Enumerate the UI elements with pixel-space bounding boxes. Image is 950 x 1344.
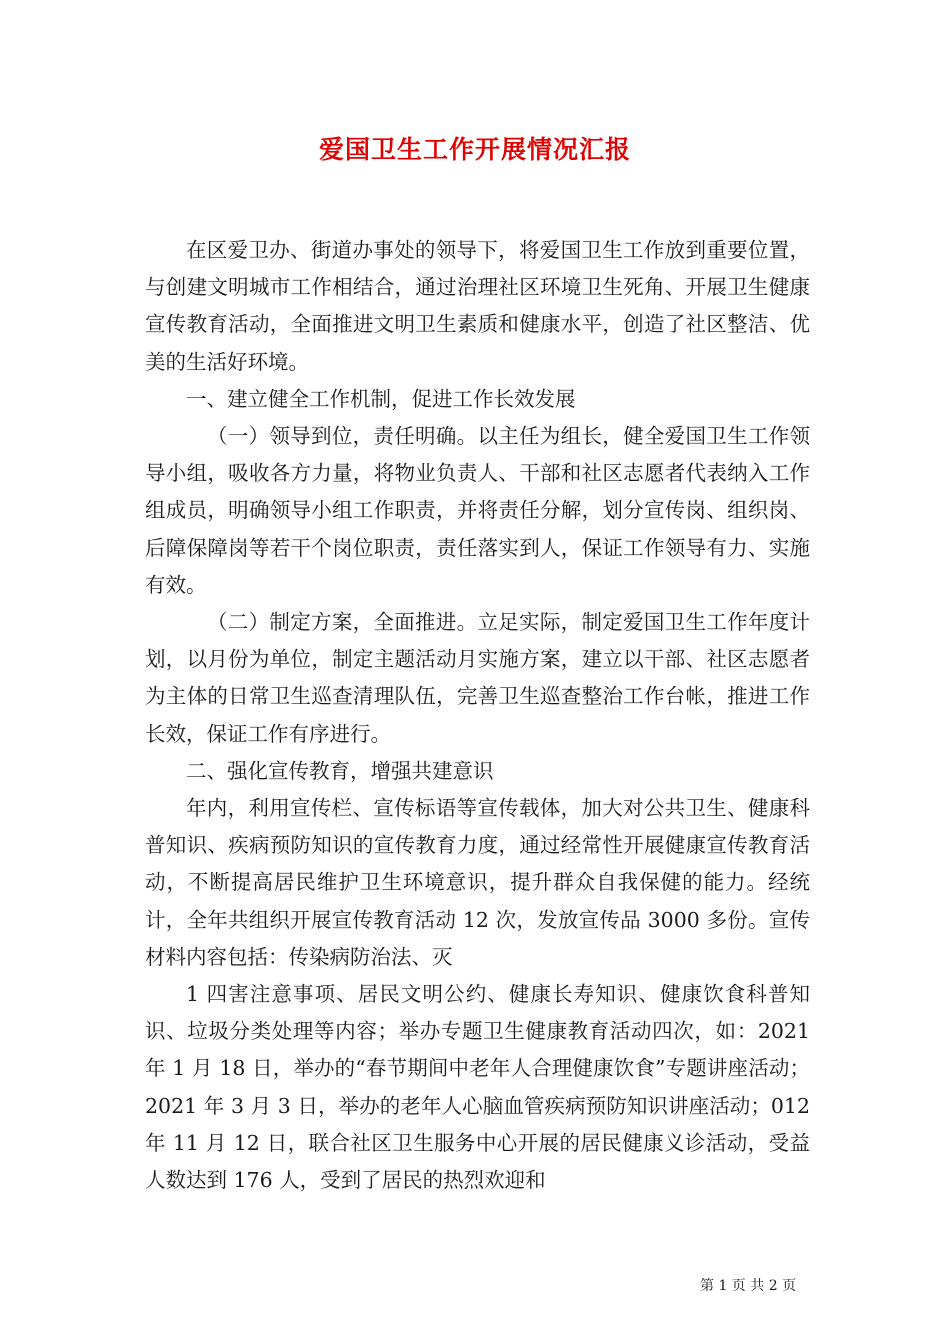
paragraph-2-2: 1 四害注意事项、居民文明公约、健康长寿知识、健康饮食科普知识、垃圾分类处理等内容；举办专题卫生健康教育活动四次，如：2021 年 1 月 18 日，举办的“春节期间中老年人合理健康饮食”专题讲座活动；2021 年 3 月 3 日，举办的老年人心脑血管疾病预防知识讲座活动；012 年 11 月 12 日，联合社区卫生服务中心开展的居民健康义诊活动，受益人数达到 176 人，受到了居民的热烈欢迎和 [145, 982, 810, 1193]
paragraph-2-1: 年内，利用宣传栏、宣传标语等宣传载体，加大对公共卫生、健康科普知识、疾病预防知识的宣传教育力度，通过经常性开展健康宣传教育活动，不断提高居民维护卫生环境意识，提升群众自我保健的能力。经统计，全年共组织开展宣传教育活动 12 次，发放宣传品 3000 多份。宣传材料内容包括：传染病防治法、灭 [145, 796, 810, 969]
document-body [145, 232, 810, 1199]
page-number: 第 1 页 共 2 页 [700, 1278, 797, 1294]
section-heading-2: 二、强化宣传教育，增强共建意识 [186, 758, 494, 783]
paragraph-1-2: （二）制定方案，全面推进。立足实际，制定爱国卫生工作年度计划，以月份为单位，制定主题活动月实施方案，建立以干部、社区志愿者为主体的日常卫生巡查清理队伍，完善卫生巡查整治工作台帐，推进工作长效，保证工作有序进行。 [145, 610, 810, 746]
paragraph-intro: 在区爱卫办、街道办事处的领导下，将爱国卫生工作放到重要位置，与创建文明城市工作相结合，通过治理社区环境卫生死角、开展卫生健康宣传教育活动，全面推进文明卫生素质和健康水平，创造了社区整洁、优美的生活好环境。 [145, 238, 810, 374]
paragraph-1-1: （一）领导到位，责任明确。以主任为组长，健全爱国卫生工作领导小组，吸收各方力量，将物业负责人、干部和社区志愿者代表纳入工作组成员，明确领导小组工作职责，并将责任分解，划分宣传岗、组织岗、后障保障岗等若干个岗位职责，责任落实到人，保证工作领导有力、实施有效。 [145, 424, 810, 597]
document-title: 爱国卫生工作开展情况汇报 [318, 135, 631, 164]
section-heading-1: 一、建立健全工作机制，促进工作长效发展 [186, 386, 576, 411]
